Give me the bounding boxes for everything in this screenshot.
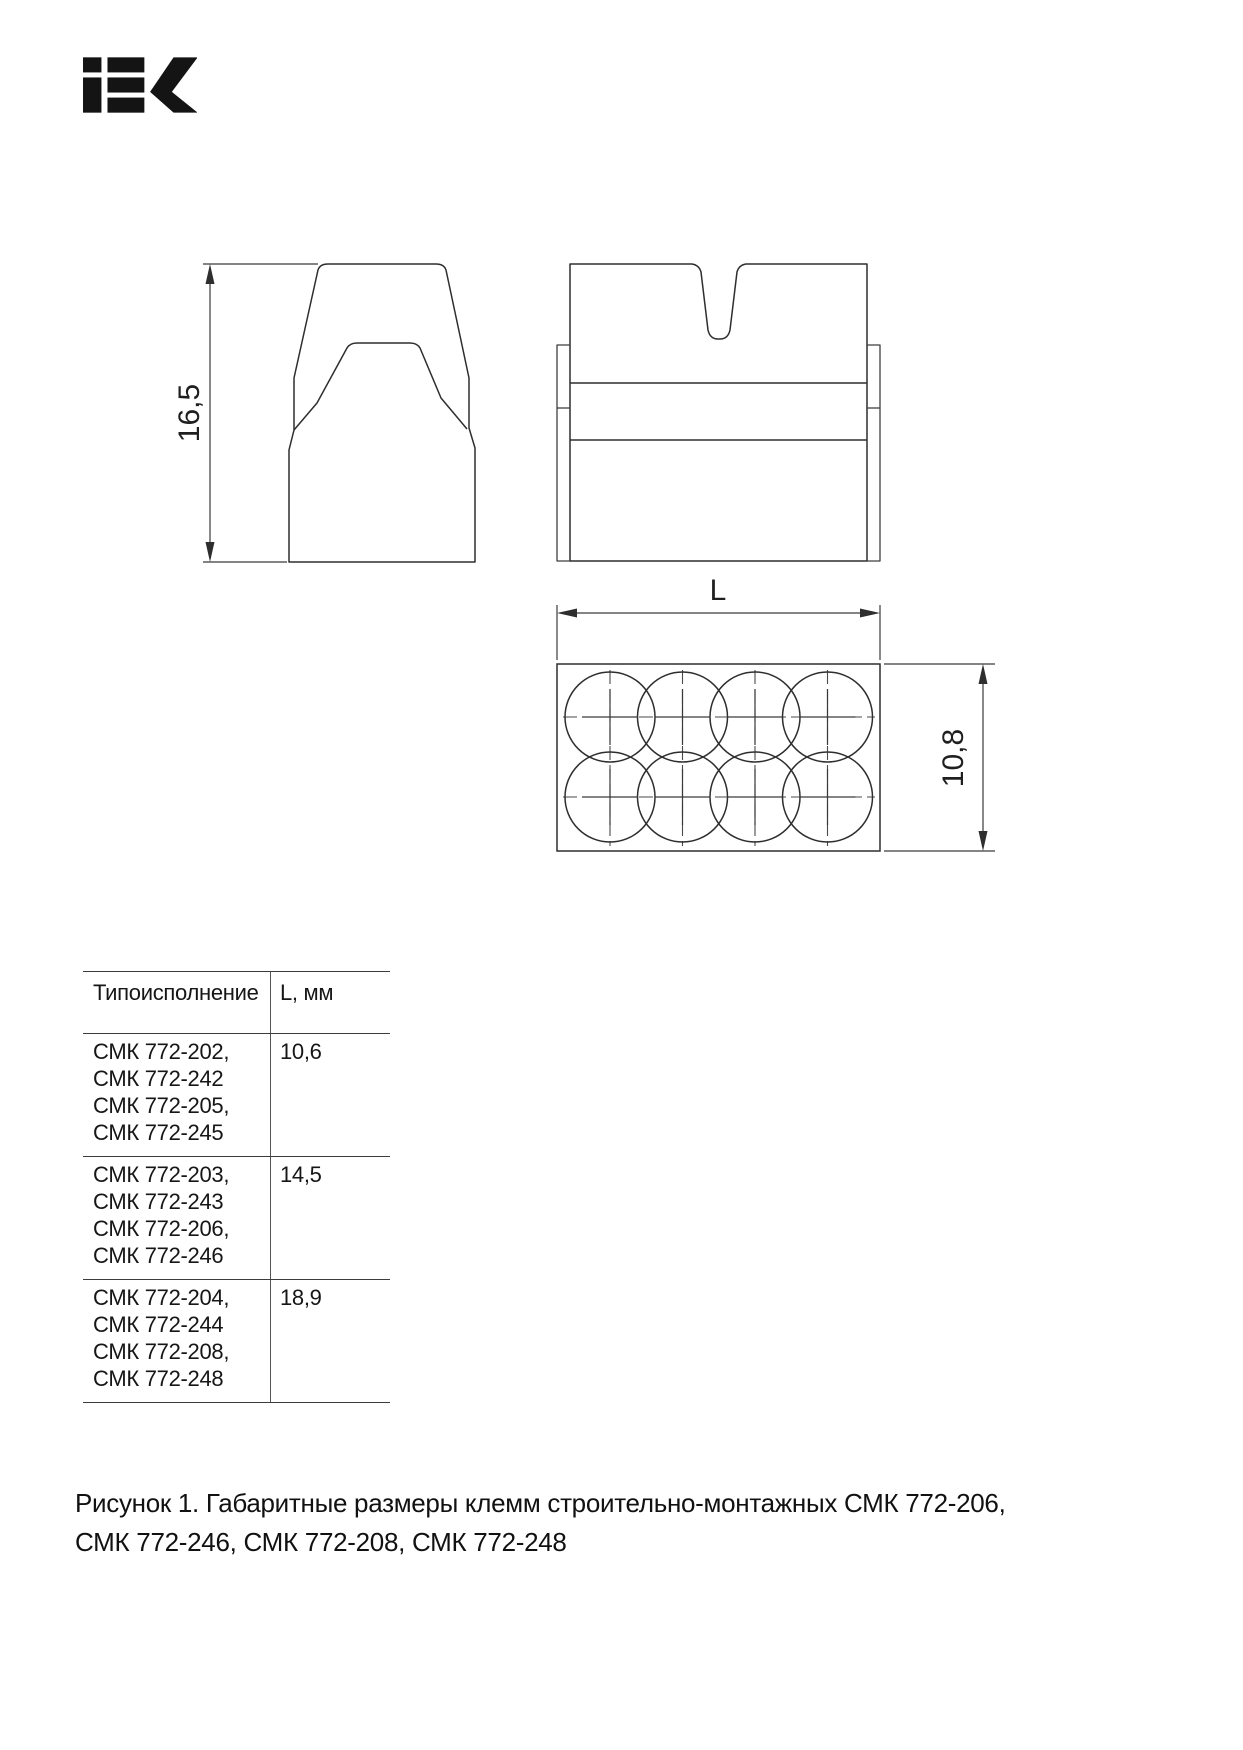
table-row	[83, 1034, 390, 1157]
dim-top-width-label: 10,8	[937, 728, 970, 788]
front-view	[557, 264, 880, 561]
front-view-outline	[570, 264, 867, 561]
center-crosses	[582, 689, 856, 825]
side-view	[289, 264, 475, 562]
table-header-row	[83, 972, 390, 1034]
side-view-inner-profile	[294, 343, 467, 430]
type-designation: СМК 772-205,	[93, 1093, 230, 1118]
front-view-left-tab	[557, 345, 570, 561]
figure-caption-line1: Рисунок 1. Габаритные размеры клемм строительно-монтажных СМК 772-206,	[75, 1488, 1006, 1518]
arrowhead-right	[860, 609, 880, 618]
arrowhead-down	[206, 542, 215, 562]
dim-side-height-label: 16,5	[173, 383, 206, 443]
side-view-outline	[289, 264, 475, 562]
figure-caption-line2: СМК 772-246, СМК 772-208, СМК 772-248	[75, 1527, 567, 1557]
type-designation: СМК 772-244	[93, 1312, 224, 1337]
type-designation: СМК 772-248	[93, 1366, 224, 1391]
arrowhead-up	[979, 664, 988, 684]
cell-type-designations	[83, 1157, 271, 1279]
top-view	[557, 664, 880, 851]
cell-length-value: 14,5	[280, 1162, 322, 1187]
type-designation: СМК 772-208,	[93, 1339, 230, 1364]
type-designation: СМК 772-243	[93, 1189, 224, 1214]
type-designation: СМК 772-202,	[93, 1039, 230, 1064]
dim-length-label: L	[709, 574, 727, 607]
arrowhead-left	[557, 609, 577, 618]
type-designation: СМК 772-206,	[93, 1216, 230, 1241]
type-designation: СМК 772-203,	[93, 1162, 230, 1187]
front-view-right-tab	[867, 345, 880, 561]
cell-type-designations	[83, 1034, 271, 1156]
dim-length	[557, 605, 880, 660]
arrowhead-down	[979, 831, 988, 851]
arrowhead-up	[206, 264, 215, 284]
cell-length-value: 10,6	[280, 1039, 322, 1064]
spec-table	[83, 971, 390, 1403]
figure-caption	[75, 1484, 1175, 1562]
header-type: Типоисполнение	[83, 972, 271, 1033]
table-row	[83, 1280, 390, 1402]
wire-holes	[565, 672, 873, 842]
dim-side-height	[203, 264, 318, 562]
header-length: L, мм	[280, 980, 334, 1005]
type-designation: СМК 772-246	[93, 1243, 224, 1268]
table-row	[83, 1157, 390, 1280]
type-designation: СМК 772-204,	[93, 1285, 230, 1310]
cell-type-designations	[83, 1280, 271, 1402]
type-designation: СМК 772-245	[93, 1120, 224, 1145]
cell-length-value: 18,9	[280, 1285, 322, 1310]
type-designation: СМК 772-242	[93, 1066, 224, 1091]
